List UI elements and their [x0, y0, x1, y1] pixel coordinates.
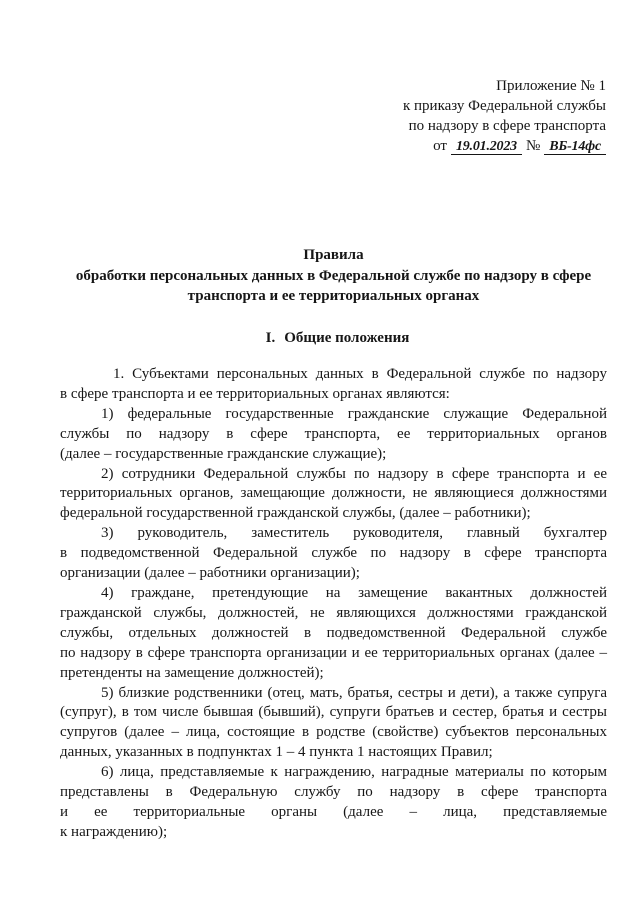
number-prefix: №	[525, 138, 541, 154]
subclause-3-line-3: организации (далее – работники организации);	[60, 565, 360, 582]
subclause-3-line-2: в подведомственной Федеральной службе по надзору в сфере транспорта	[60, 545, 607, 562]
subclause-1-line-3: (далее – государственные гражданские служащие);	[60, 445, 387, 462]
title-line-2: обработки персональных данных в Федеральной службе по надзору в сфере	[75, 267, 592, 284]
subclause-4-line-1: 4) граждане, претендующие на замещение вакантных должностей	[101, 584, 607, 601]
handwritten-order-date: 19.01.2023	[451, 139, 522, 155]
subclause-5	[60, 684, 607, 764]
subclause-5-line-4: данных, указанных в подпунктах 1 – 4 пункта 1 настоящих Правил;	[60, 744, 493, 761]
title-line-1: Правила	[303, 247, 364, 263]
appendix-header	[403, 76, 606, 156]
subclause-1	[60, 405, 607, 465]
handwritten-order-number: ВБ-14фс	[544, 139, 606, 155]
subclause-3	[60, 524, 607, 584]
clause-1-line-2: в сфере транспорта и ее территориальных органах являются:	[60, 385, 450, 402]
subclause-6-line-4: к награждению);	[60, 823, 168, 840]
subclause-5-line-2: (супруг), в том числе бывшая (бывший), супруги братьев и сестер, братья и сестры	[60, 704, 607, 721]
subclause-2-line-2: территориальных органов, замещающие должности, не являющиеся должностями	[60, 485, 607, 502]
subclause-6-line-1: 6) лица, представляемые к награждению, наградные материалы по которым	[101, 764, 607, 781]
order-reference-line-2: по надзору в сфере транспорта	[408, 118, 606, 134]
section-heading	[64, 328, 611, 348]
order-date-number-line	[403, 136, 606, 156]
subclause-1-line-2: службы по надзору в сфере транспорта, ее территориальных органов	[60, 425, 607, 442]
subclause-4-line-3: службы, отдельных должностей в подведомственной Федеральной службе	[60, 624, 607, 641]
subclause-5-line-3: супругов (далее – лица, состоящие в родстве (свойстве) субъектов персональных	[60, 724, 607, 741]
appendix-number: Приложение № 1	[496, 78, 606, 94]
subclause-4-line-2: гражданской службы, должностей, не являющихся должностями гражданской	[60, 604, 607, 621]
subclause-2	[60, 465, 607, 525]
section-numeral: I.	[265, 330, 276, 346]
subclause-2-line-1: 2) сотрудники Федеральной службы по надзору в сфере транспорта и ее	[101, 465, 607, 482]
title-line-3: транспорта и ее территориальных органах	[187, 288, 480, 304]
subclause-5-line-1: 5) близкие родственники (отец, мать, братья, сестры и дети), а также супруга	[101, 684, 607, 701]
subclause-4	[60, 584, 607, 684]
section-title: Общие положения	[284, 330, 410, 346]
subclause-4-line-5: претенденты на замещение должностей);	[60, 664, 324, 681]
clause-1-line-1: 1. Субъектами персональных данных в Федеральной службе по надзору	[113, 366, 607, 382]
date-prefix: от	[433, 138, 447, 154]
document-title	[60, 245, 607, 307]
subclause-4-line-4: по надзору в сфере транспорта организации и ее территориальных органах (далее –	[60, 644, 607, 661]
subclause-3-line-1: 3) руководитель, заместитель руководителя, главный бухгалтер	[101, 525, 607, 542]
clause-1	[60, 365, 607, 405]
document-body	[60, 365, 607, 843]
order-reference-line-1: к приказу Федеральной службы	[402, 98, 606, 114]
subclause-2-line-3: федеральной государственной гражданской службы, (далее – работники);	[60, 505, 531, 522]
subclause-6	[60, 763, 607, 843]
subclause-6-line-3: и ее территориальные органы (далее – лица, представляемые	[60, 803, 607, 820]
subclause-6-line-2: представлены в Федеральную службу по надзору в сфере транспорта	[60, 784, 607, 801]
subclause-1-line-1: 1) федеральные государственные гражданские служащие Федеральной	[101, 405, 607, 422]
